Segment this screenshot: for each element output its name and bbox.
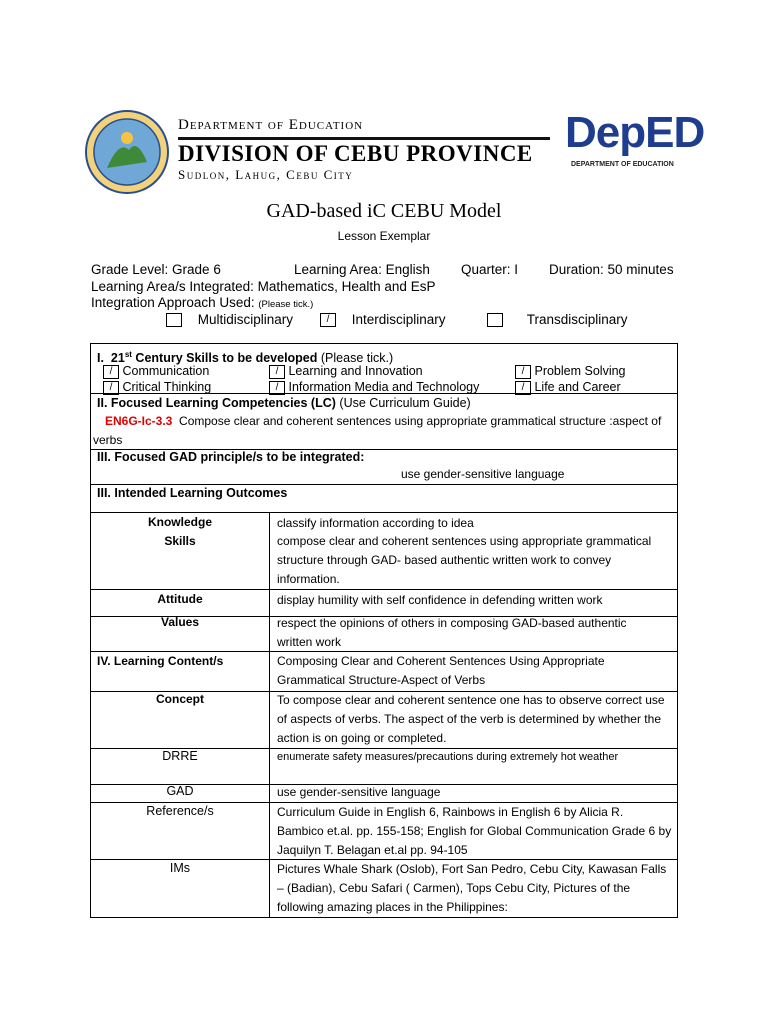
integrated-areas: Learning Area/s Integrated: Mathematics, Health and EsP: [91, 279, 436, 294]
lesson-table: [90, 343, 678, 918]
competency-text: [93, 412, 663, 450]
division-address: Sudlon, Lahug, Cebu City: [178, 167, 354, 182]
outcome-label-skills: Skills: [164, 534, 196, 548]
deped-logo: [565, 105, 705, 185]
integration-approach-note: (Please tick.): [258, 299, 314, 310]
column-divider: [269, 512, 270, 918]
page-subtitle: Lesson Exemplar: [337, 229, 431, 243]
content-heading: IV. Learning Content/s: [97, 654, 224, 668]
skill-label: Information Media and Technology: [288, 380, 480, 394]
outcome-label-values: Values: [160, 615, 200, 629]
page-title: GAD-based iC CEBU Model: [266, 200, 502, 222]
skill-life-career[interactable]: [515, 379, 621, 395]
content-label-references: Reference/s: [146, 804, 214, 818]
content-value-concept: To compose clear and coherent sentence one has to observe correct use of aspects of verbs. The aspect of the verb is determined by whether the action is on going or completed.: [277, 693, 665, 745]
integration-approach: [91, 295, 313, 310]
grade-level: Grade Level: Grade 6: [91, 262, 221, 277]
approach-label: Transdisciplinary: [526, 312, 628, 327]
skill-critical-thinking[interactable]: [103, 379, 211, 395]
content-value-references: Curriculum Guide in English 6, Rainbows in English 6 by Alicia R. Bambico et.al. pp. 155-158; English for Global Communication Grade 6 by Jaquilyn T. Belagan et.al pp. 94-105: [277, 805, 672, 857]
competency-code: EN6G-Ic-3.3: [105, 414, 173, 428]
checkbox[interactable]: /: [103, 381, 119, 395]
approach-label: Multidisciplinary: [197, 312, 294, 327]
department-name: Department of Education: [178, 117, 364, 133]
checkbox[interactable]: [166, 313, 182, 327]
header-rule: [178, 137, 550, 140]
duration: Duration: 50 minutes: [549, 262, 674, 277]
content-label-drre: DRRE: [162, 749, 198, 763]
competencies-heading-text: II. Focused Learning Competencies (LC): [97, 396, 336, 410]
checkbox[interactable]: [487, 313, 503, 327]
gad-principle-heading: III. Focused GAD principle/s to be integrated:: [97, 450, 365, 464]
approach-multidisciplinary[interactable]: [166, 312, 293, 327]
skill-information-media-technology[interactable]: [269, 379, 479, 395]
outcome-value-skills: compose clear and coherent sentences using appropriate grammatical structure through GAD- based authentic written work to convey information.: [277, 534, 652, 586]
content-value-drre: enumerate safety measures/precautions during extremely hot weather: [277, 751, 619, 763]
content-value-ims: Pictures Whale Shark (Oslob), Fort San Pedro, Cebu City, Kawasan Falls – (Badian), Cebu Safari ( Carmen), Tops Cebu City, Pictures of the following amazing places in the Philippines:: [277, 862, 667, 914]
skills-heading-note: (Please tick.): [320, 351, 394, 366]
checkbox[interactable]: /: [515, 365, 531, 379]
skills-heading-prefix: 21: [110, 351, 125, 366]
learning-area: Learning Area: English: [294, 262, 430, 277]
content-label-gad: GAD: [166, 784, 194, 798]
skill-label: Problem Solving: [534, 364, 626, 378]
checkbox[interactable]: /: [515, 381, 531, 395]
checkbox[interactable]: /: [320, 313, 336, 327]
checkbox[interactable]: /: [103, 365, 119, 379]
deped-logo-text: DepED: [565, 108, 705, 157]
outcome-value-knowledge: classify information according to idea: [277, 516, 474, 530]
skill-label: Communication: [122, 364, 210, 378]
quarter: Quarter: I: [461, 262, 519, 277]
cebu-province-seal: [85, 110, 169, 194]
content-value-gad: use gender-sensitive language: [277, 785, 441, 799]
gad-principle-value: use gender-sensitive language: [401, 467, 565, 481]
approach-transdisciplinary[interactable]: [487, 312, 628, 327]
checkbox[interactable]: /: [269, 365, 285, 379]
outcome-label-knowledge: Knowledge: [147, 515, 212, 529]
content-value: Composing Clear and Coherent Sentences Using Appropriate Grammatical Structure-Aspect of Verbs: [277, 654, 605, 687]
skills-heading-number: I.: [97, 351, 104, 366]
skills-heading-sup: st: [124, 350, 132, 359]
approach-label: Interdisciplinary: [351, 312, 446, 327]
outcome-label-attitude: Attitude: [157, 592, 203, 606]
skill-communication[interactable]: [103, 363, 209, 379]
approach-interdisciplinary[interactable]: [320, 312, 446, 327]
competency-description: Compose clear and coherent sentences using appropriate grammatical structure :aspect of verbs: [93, 414, 662, 447]
skill-label: Learning and Innovation: [288, 364, 423, 378]
outcome-value-values: respect the opinions of others in composing GAD-based authentic written work: [277, 616, 627, 649]
content-label-ims: IMs: [169, 861, 191, 875]
checkbox[interactable]: /: [269, 381, 285, 395]
skill-problem-solving[interactable]: [515, 363, 626, 379]
integration-approach-label: Integration Approach Used:: [91, 295, 255, 310]
division-name: DIVISION OF CEBU PROVINCE: [178, 141, 533, 166]
skill-learning-innovation[interactable]: [269, 363, 423, 379]
skills-heading-main: Century Skills to be developed: [131, 351, 318, 366]
content-label-concept: Concept: [156, 692, 204, 706]
skill-label: Critical Thinking: [122, 380, 212, 394]
deped-logo-subtext: DEPARTMENT OF EDUCATION: [571, 161, 674, 168]
skill-label: Life and Career: [534, 380, 621, 394]
competencies-heading-note: (Use Curriculum Guide): [339, 396, 471, 410]
competencies-heading: [97, 394, 471, 413]
outcomes-heading: III. Intended Learning Outcomes: [97, 486, 288, 500]
outcome-value-attitude: display humility with self confidence in defending written work: [277, 593, 603, 607]
